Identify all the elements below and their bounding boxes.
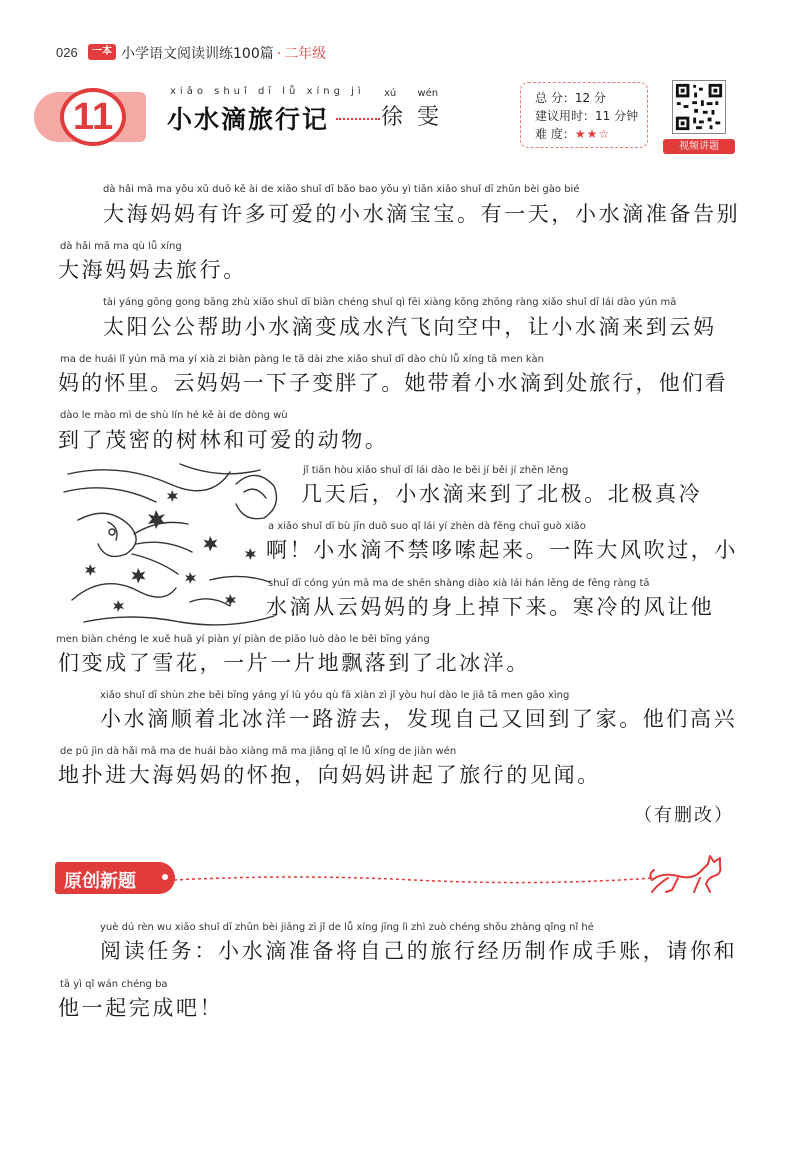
text-line: 妈的怀里。云妈妈一下子变胖了。她带着小水滴到处旅行，他们看 — [58, 371, 728, 395]
pinyin-line: tài yáng gōng gong bāng zhù xiǎo shuǐ dī biàn chéng shuǐ qì fēi xiàng kōng zhōng ràng xiǎo shuǐ dī lái dào yún mā — [103, 297, 677, 308]
video-explain-label[interactable]: 视频讲题 — [663, 139, 735, 154]
time-value: 11 分钟 — [595, 109, 639, 123]
time-row — [535, 107, 638, 124]
pinyin-line: xiǎo shuǐ dī shùn zhe běi bīng yáng yí lù yóu qù fā xiàn zì jǐ yòu huí dào le jiā tā men gāo xìng — [100, 690, 570, 701]
page-number: 026 — [56, 45, 78, 60]
series-badge: 一本 — [88, 44, 116, 60]
score-value: 12 分 — [574, 91, 606, 105]
score-label: 总 分： — [535, 91, 575, 105]
pinyin-line: shuǐ dī cóng yún mā ma de shēn shàng diào xià lái hán lěng de fēng ràng tā — [268, 578, 650, 589]
text-line: 太阳公公帮助小水滴变成水汽飞向空中，让小水滴来到云妈 — [103, 315, 717, 339]
difficulty-label: 难 度： — [535, 127, 575, 141]
text-line: 地扑进大海妈妈的怀抱，向妈妈讲起了旅行的见闻。 — [58, 763, 601, 787]
pinyin-line: men biàn chéng le xuě huā yí piàn yí piàn de piāo luò dào le běi bīng yáng — [56, 634, 430, 645]
author-name: 徐雯 — [381, 105, 454, 130]
pinyin-line: de pū jìn dà hǎi mā ma de huái bào xiàng mā ma jiǎng qǐ le lǚ xíng de jiàn wén — [60, 746, 457, 757]
edit-note: （有删改） — [634, 805, 734, 826]
section-dot — [162, 874, 168, 880]
score-row — [535, 89, 606, 106]
cat-icon — [648, 852, 730, 894]
pinyin-line: a xiǎo shuǐ dī bù jīn duō suo qǐ lái yí zhèn dà fēng chuī guò xiǎo — [268, 521, 586, 532]
text-line: 水滴从云妈妈的身上掉下来。寒冷的风让他 — [266, 595, 715, 619]
title-dash-line — [336, 118, 380, 120]
text-line: 大海妈妈有许多可爱的小水滴宝宝。有一天，小水滴准备告别 — [103, 202, 741, 226]
difficulty-row — [535, 125, 610, 142]
task-text-line: 阅读任务：小水滴准备将自己的旅行经历制作成手账，请你和 — [100, 939, 738, 963]
pinyin-line: ma de huái lǐ yún mā ma yí xià zi biàn pàng le tā dài zhe xiǎo shuǐ dī dào chù lǚ xíng tā men kàn — [60, 354, 544, 365]
lesson-number: 11 — [72, 96, 114, 138]
text-line: 啊！小水滴不禁哆嗦起来。一阵大风吹过，小 — [266, 538, 738, 562]
text-line: 几天后，小水滴来到了北极。北极真冷 — [301, 482, 703, 506]
task-text-line: 他一起完成吧！ — [58, 996, 224, 1020]
section-label: 原创新题 — [64, 871, 136, 892]
author-pinyin: xú wén — [384, 88, 439, 99]
pinyin-line: dà hǎi mā ma qù lǚ xíng — [60, 241, 182, 252]
qr-code[interactable] — [672, 80, 726, 134]
pinyin-line: yuè dú rèn wu xiǎo shuǐ dī zhǔn bèi jiāng zì jǐ de lǚ xíng jīng lì zhì zuò chéng shǒu zhàng qǐng nǐ hé — [100, 922, 594, 933]
series-title-bar — [121, 43, 326, 63]
time-label: 建议用时： — [535, 109, 596, 123]
text-line: 到了茂密的树林和可爱的动物。 — [58, 428, 389, 452]
pinyin-line: tā yì qǐ wán chéng ba — [60, 979, 168, 990]
pinyin-line: dào le mào mì de shù lín hé kě ài de dòng wù — [60, 410, 288, 421]
text-line: 们变成了雪花，一片一片地飘落到了北冰洋。 — [58, 651, 530, 675]
series-title: 小学语文阅读训练100篇 — [121, 46, 274, 62]
pinyin-line: jǐ tiān hòu xiǎo shuǐ dī lái dào le běi jí běi jí zhēn lěng — [303, 465, 569, 476]
lesson-title: 小水滴旅行记 — [167, 105, 330, 134]
difficulty-stars: ★★☆ — [574, 127, 611, 141]
illustration-wind-snow — [60, 462, 282, 630]
title-pinyin: xiǎo shuǐ dī lǚ xíng jì — [170, 86, 365, 97]
separator-dot: · — [276, 46, 282, 62]
text-line: 大海妈妈去旅行。 — [58, 258, 247, 282]
text-line: 小水滴顺着北冰洋一路游去，发现自己又回到了家。他们高兴 — [100, 707, 738, 731]
section-divider — [174, 872, 654, 886]
grade-label: 二年级 — [284, 46, 327, 62]
pinyin-line: dà hǎi mā ma yǒu xǔ duō kě ài de xiǎo shuǐ dī bǎo bao yǒu yì tiān xiǎo shuǐ dī zhǔn bèi gào bié — [103, 184, 580, 195]
